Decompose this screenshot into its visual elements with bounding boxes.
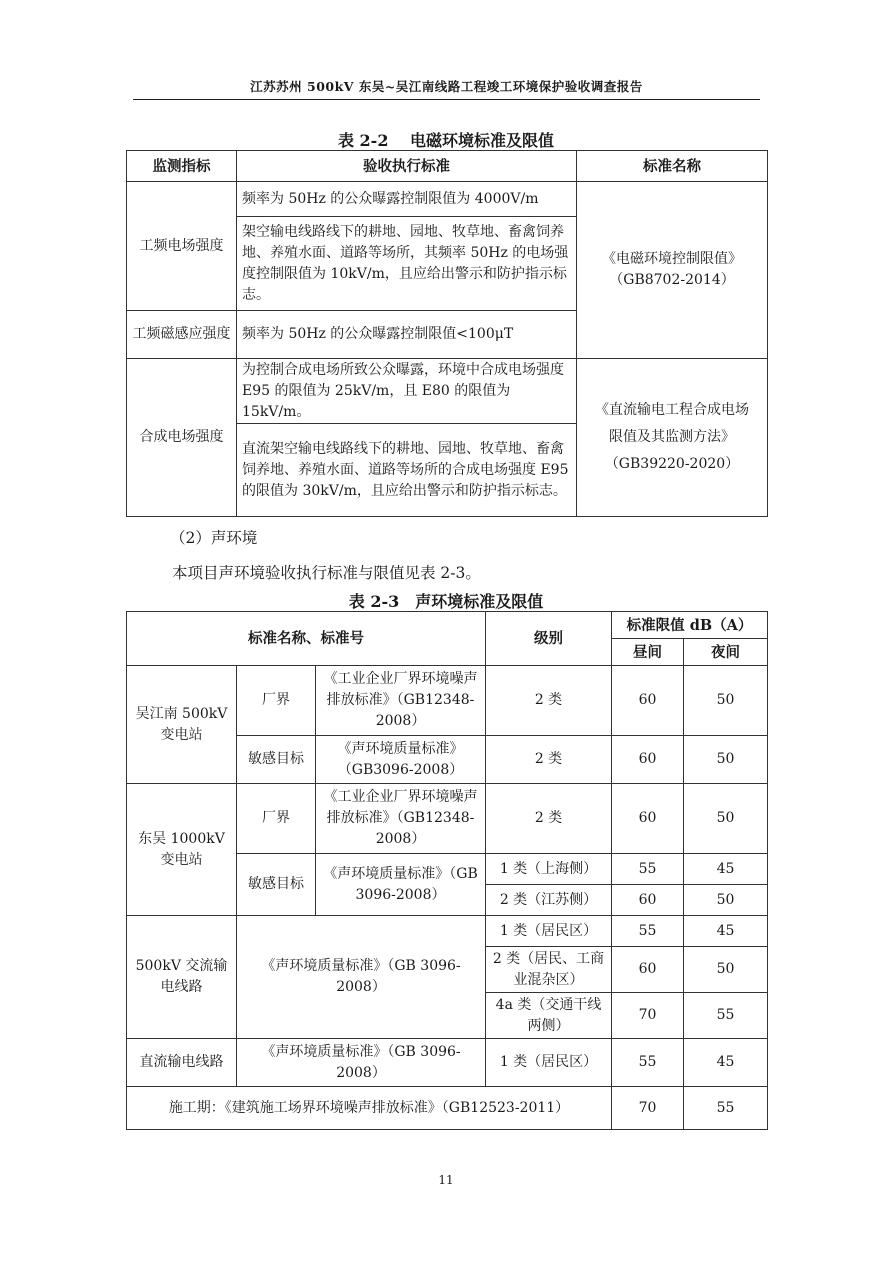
night-limit-cell: 50 — [684, 784, 768, 854]
level-cell: 1 类（居民区） — [486, 1039, 612, 1087]
day-limit-cell: 70 — [612, 1087, 684, 1130]
night-limit-cell: 45 — [684, 916, 768, 947]
section-text: 本项目声环境验收执行标准与限值见表 2-3。 — [172, 564, 481, 582]
night-limit-cell: 50 — [684, 947, 768, 993]
indicator-cell: 工频电场强度 — [127, 182, 237, 311]
day-limit-cell: 55 — [612, 854, 684, 885]
level-cell: 2 类（江苏侧） — [486, 885, 612, 916]
level-cell: 4a 类（交通干线两侧） — [486, 993, 612, 1039]
header-day: 昼间 — [612, 639, 684, 666]
night-limit-cell: 50 — [684, 885, 768, 916]
standard-cell: 《声环境质量标准》（GB3096-2008） — [316, 736, 486, 784]
table-row — [127, 666, 768, 736]
table-row — [127, 1039, 768, 1087]
header-standard-name: 标准名称 — [577, 151, 768, 182]
table-row — [127, 1087, 768, 1130]
level-cell: 2 类（居民、工商业混杂区） — [486, 947, 612, 993]
table-row — [127, 916, 768, 947]
level-cell: 2 类 — [486, 784, 612, 854]
day-limit-cell: 55 — [612, 916, 684, 947]
site-cell: 500kV 交流输电线路 — [127, 916, 237, 1039]
category-cell: 厂界 — [237, 666, 316, 736]
standard-name-cell — [577, 359, 768, 517]
day-limit-cell: 60 — [612, 666, 684, 736]
night-limit-cell: 50 — [684, 736, 768, 784]
table-2-2-caption: 表 2-2 电磁环境标准及限值 — [337, 131, 555, 150]
day-limit-cell: 60 — [612, 736, 684, 784]
construction-standard-cell: 施工期：《建筑施工场界环境噪声排放标准》（GB12523-2011） — [127, 1087, 612, 1130]
level-cell: 1 类（居民区） — [486, 916, 612, 947]
level-cell: 2 类 — [486, 736, 612, 784]
header-indicator: 监测指标 — [127, 151, 237, 182]
level-cell: 2 类 — [486, 666, 612, 736]
indicator-cell: 工频磁感应强度 — [127, 311, 237, 359]
standard-cell: 《声环境质量标准》（GB 3096-2008） — [237, 1039, 486, 1087]
standard-cell: 为控制合成电场所致公众曝露，环境中合成电场强度 E95 的限值为 25kV/m，且 E80 的限值为 15kV/m。 — [237, 359, 577, 424]
table-2-3 — [126, 611, 768, 1130]
night-limit-cell: 50 — [684, 666, 768, 736]
night-limit-cell: 55 — [684, 993, 768, 1039]
report-header: 江苏苏州 500kV 东吴~吴江南线路工程竣工环境保护验收调查报告 — [250, 79, 643, 94]
section-heading: （2）声环境 — [170, 529, 258, 547]
day-limit-cell: 60 — [612, 885, 684, 916]
standard-cell: 频率为 50Hz 的公众曝露控制限值为 4000V/m — [237, 182, 577, 217]
standard-name-line: 《直流输电工程合成电场 — [595, 402, 749, 418]
standard-cell: 频率为 50Hz 的公众曝露控制限值<100μT — [237, 311, 577, 359]
indicator-cell: 合成电场强度 — [127, 359, 237, 517]
site-cell: 东吴 1000kV 变电站 — [127, 784, 237, 916]
night-limit-cell: 45 — [684, 854, 768, 885]
site-cell: 吴江南 500kV 变电站 — [127, 666, 237, 784]
table-row — [127, 182, 768, 217]
day-limit-cell: 70 — [612, 993, 684, 1039]
header-standard: 验收执行标准 — [237, 151, 577, 182]
day-limit-cell: 60 — [612, 784, 684, 854]
night-limit-cell: 55 — [684, 1087, 768, 1130]
header-rule — [133, 99, 760, 100]
category-cell: 敏感目标 — [237, 854, 316, 916]
header-limit: 标准限值 dB（A） — [612, 612, 768, 639]
header-level: 级别 — [486, 612, 612, 666]
night-limit-cell: 45 — [684, 1039, 768, 1087]
table-row — [127, 784, 768, 854]
category-cell: 敏感目标 — [237, 736, 316, 784]
table-header-row — [127, 151, 768, 182]
page-number: 11 — [438, 1173, 454, 1187]
standard-name-line: （GB39220-2020） — [604, 456, 740, 472]
standard-name-cell: 《电磁环境控制限值》（GB8702-2014） — [577, 182, 768, 359]
site-cell: 直流输电线路 — [127, 1039, 237, 1087]
table-header-row — [127, 612, 768, 639]
standard-cell: 《声环境质量标准》（GB 3096-2008） — [316, 854, 486, 916]
standard-cell: 《声环境质量标准》（GB 3096-2008） — [237, 916, 486, 1039]
table-2-2 — [126, 150, 768, 517]
level-cell: 1 类（上海侧） — [486, 854, 612, 885]
table-row — [127, 359, 768, 424]
table-2-3-caption: 表 2-3 声环境标准及限值 — [348, 592, 544, 611]
standard-cell: 直流架空输电线路线下的耕地、园地、牧草地、畜禽饲养地、养殖水面、道路等场所的合成电场强度 E95 的限值为 30kV/m，且应给出警示和防护指示标志。 — [237, 424, 577, 517]
standard-cell: 架空输电线路线下的耕地、园地、牧草地、畜禽饲养地、养殖水面、道路等场所，其频率 50Hz 的电场强度控制限值为 10kV/m，且应给出警示和防护指示标志。 — [237, 217, 577, 311]
header-standard: 标准名称、标准号 — [127, 612, 486, 666]
standard-cell: 《工业企业厂界环境噪声排放标准》（GB12348-2008） — [316, 784, 486, 854]
day-limit-cell: 55 — [612, 1039, 684, 1087]
header-night: 夜间 — [684, 639, 768, 666]
standard-name-line: 限值及其监测方法》 — [609, 429, 735, 445]
category-cell: 厂界 — [237, 784, 316, 854]
day-limit-cell: 60 — [612, 947, 684, 993]
standard-cell: 《工业企业厂界环境噪声排放标准》（GB12348-2008） — [316, 666, 486, 736]
